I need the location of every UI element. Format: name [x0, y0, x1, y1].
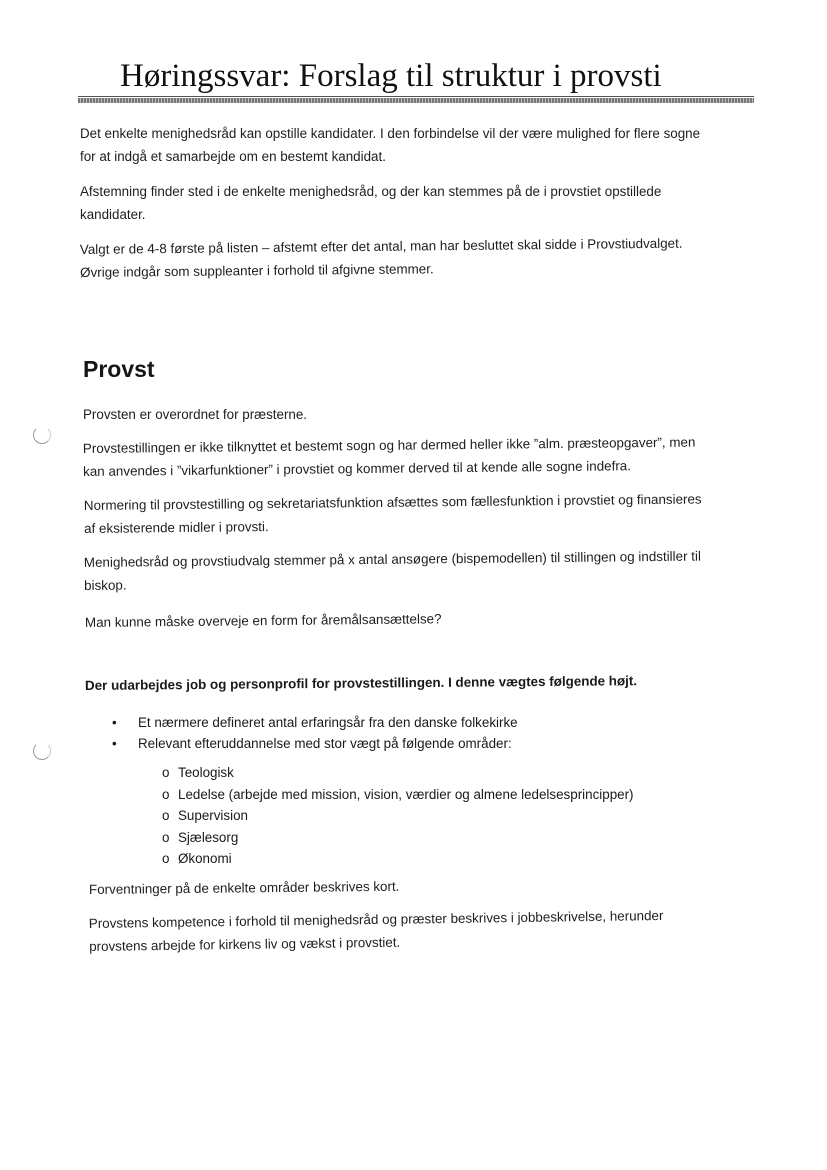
list-item	[162, 827, 634, 849]
intro-paragraph-2	[80, 180, 661, 226]
text-line: Øvrige indgår som suppleanter i forhold til afgivne stemmer.	[80, 261, 434, 280]
list-item	[162, 762, 634, 784]
list-item	[112, 712, 518, 733]
list-item	[162, 848, 634, 870]
text-line: Afstemning finder sted i de enkelte menighedsråd, og der kan stemmes på de i provstiet opstillede	[80, 184, 662, 199]
list-item	[112, 733, 518, 754]
section-heading-provst: Provst	[83, 356, 155, 382]
text-line: Forventninger på de enkelte områder beskrives kort.	[88, 878, 400, 897]
sub-bullet-marker: o	[162, 808, 170, 823]
intro-paragraph-1	[80, 122, 700, 168]
text-line: af eksisterende midler i provsti.	[84, 519, 269, 536]
provst-paragraph-1	[83, 403, 307, 426]
provst-paragraph-5	[85, 607, 442, 634]
punch-hole-mark	[33, 742, 51, 760]
list-item-text: Økonomi	[178, 851, 232, 866]
profile-heading: Der udarbejdes job og personprofil for provstestillingen. I denne vægtes følgende højt.	[84, 673, 638, 693]
text-line: biskop.	[84, 577, 127, 593]
list-item-text: Ledelse (arbejde med mission, vision, værdier og almene ledelsesprincipper)	[178, 786, 634, 802]
text-line: Provstestillingen er ikke tilknyttet et bestemt sogn og har dermed heller ikke ”alm. præsteopgaver”, men	[82, 434, 696, 457]
text-line: Valgt er de 4-8 første på listen – afstemt efter det antal, man har besluttet skal sidde i Provstiudvalget.	[79, 235, 683, 258]
text-line: kan anvendes i ”vikarfunktioner” i provstiet og kommer derved til at kende alle sogne indefra.	[83, 458, 631, 479]
closing-paragraph-1	[89, 875, 400, 901]
closing-paragraph-2	[89, 904, 664, 958]
provst-paragraph-3	[84, 488, 702, 540]
title-underline	[78, 96, 754, 97]
sub-bullet-marker: o	[162, 786, 170, 802]
list-item-text: Sjælesorg	[178, 829, 239, 845]
provst-paragraph-2	[83, 431, 696, 483]
bullet-list	[112, 712, 518, 754]
text-line: Provstens kompetence i forhold til menighedsråd og præster beskrives i jobbeskrivelse, herunder	[88, 907, 664, 932]
sub-bullet-list	[162, 762, 634, 870]
list-item-text: Et nærmere defineret antal erfaringsår fra den danske folkekirke	[138, 715, 518, 730]
list-item-text: Teologisk	[178, 765, 234, 780]
list-item-text: Supervision	[178, 808, 248, 823]
list-item	[162, 784, 634, 806]
text-line: provstens arbejde for kirkens liv og vækst i provstiet.	[89, 934, 401, 954]
punch-hole-mark	[33, 426, 51, 444]
bullet-marker: •	[112, 736, 117, 751]
bullet-marker: •	[112, 715, 117, 730]
list-item-text: Relevant efteruddannelse med stor vægt på følgende områder:	[138, 736, 512, 751]
text-line: Menighedsråd og provstiudvalg stemmer på x antal ansøgere (bispemodellen) til stillingen og indstiller til	[83, 548, 701, 571]
text-line: Man kunne måske overveje en form for åremålsansættelse?	[84, 611, 442, 630]
sub-bullet-marker: o	[162, 851, 170, 866]
sub-bullet-marker: o	[162, 765, 170, 780]
text-line: Det enkelte menighedsråd kan opstille kandidater. I den forbindelse vil der være mulighed for flere sogne	[80, 126, 701, 141]
sub-bullet-marker: o	[162, 829, 170, 845]
text-line: kandidater.	[80, 207, 146, 222]
document-title: Høringssvar: Forslag til struktur i provsti	[120, 58, 662, 94]
text-line: for at indgå et samarbejde om en bestemt kandidat.	[80, 149, 386, 164]
text-line: Normering til provstestilling og sekretariatsfunktion afsættes som fællesfunktion i provstiet og finansieres	[83, 491, 702, 514]
provst-paragraph-4	[84, 545, 701, 597]
title-rule	[78, 98, 754, 103]
list-item	[162, 805, 634, 827]
text-line: Provsten er overordnet for præsterne.	[83, 407, 308, 422]
intro-paragraph-3	[80, 232, 683, 284]
